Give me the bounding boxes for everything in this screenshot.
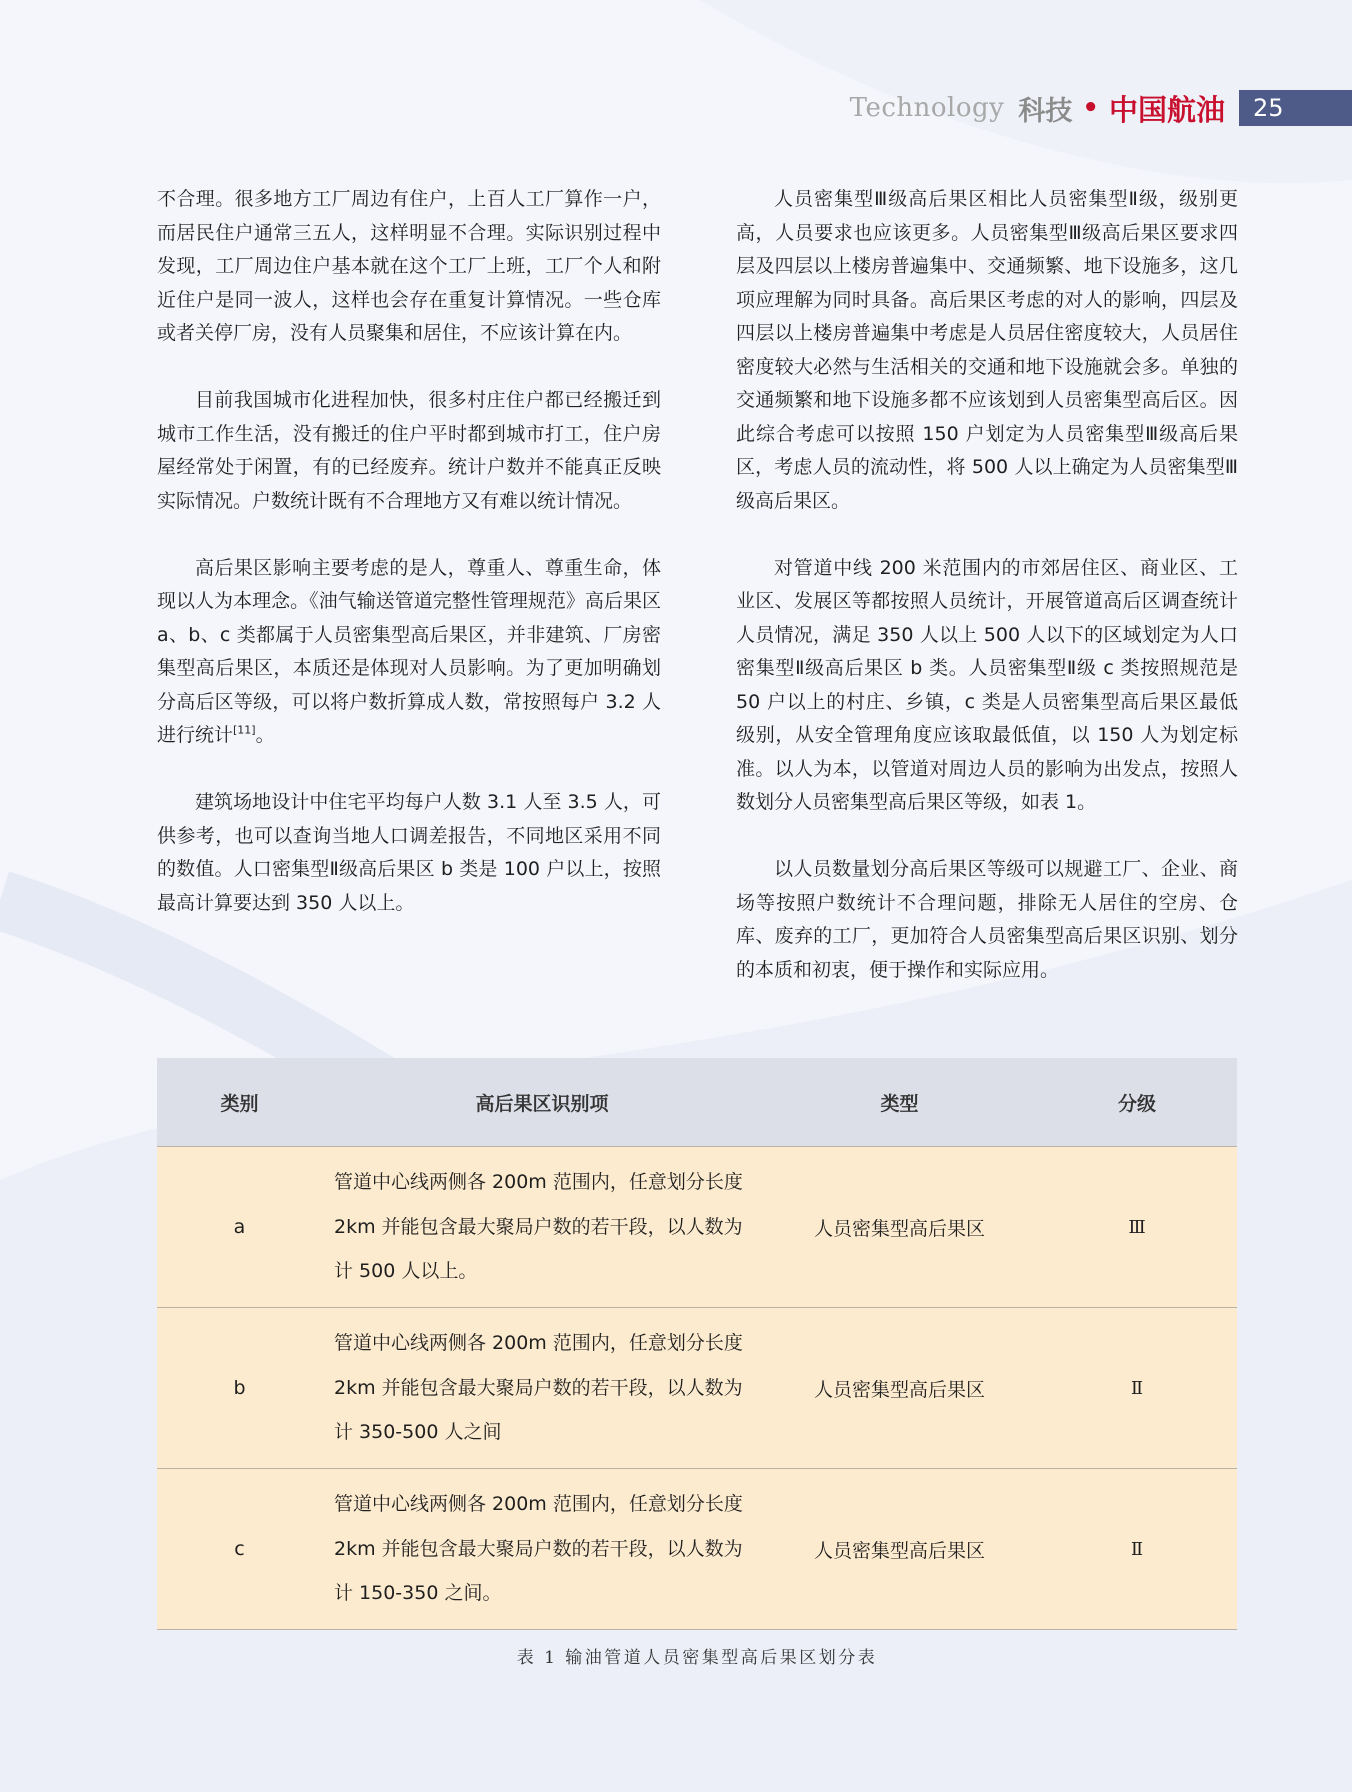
right-column [736,183,1238,987]
paragraph: 建筑场地设计中住宅平均每户人数 3.1 人至 3.5 人，可供参考，也可以查询当地人口调差报告，不同地区采用不同的数值。人口密集型Ⅱ级高后果区 b 类是 100 户以上，按照最高计算要达到 350 人以上。 [157,791,661,914]
criteria-line: 管道中心线两侧各 200m 范围内，任意划分长度 [334,1332,743,1355]
criteria-line: 2km 并能包含最大聚局户数的若干段，以人数为 [334,1376,743,1399]
header-dot: • [1082,93,1099,123]
cell-criteria [322,1482,762,1616]
cell-category: c [234,1538,245,1560]
left-column [157,183,661,920]
cell-criteria [322,1160,762,1294]
paragraph-text: 高后果区影响主要考虑的是人，尊重人、尊重生命，体现以人为本理念。《油气输送管道完整性管理规范》高后果区 a、b、c 类都属于人员密集型高后果区，并非建筑、厂房密集型高后果区，本质还是体现对人员影响。为了更加明确划分高后区等级，可以将户数折算成人数，常按照每户 3.2 人进行统计 [157,556,661,746]
header-grade: 分级 [1117,1092,1156,1115]
header-keji: 科技 [1018,95,1073,127]
table-row [157,1307,1237,1468]
page-header [850,90,1352,126]
cell-type: 人员密集型高后果区 [813,1217,985,1240]
criteria-line: 计 350-500 人之间 [334,1421,502,1444]
page-number: 25 [1239,90,1352,126]
paragraph [157,552,661,753]
header-brand: 中国航油 [1108,92,1225,127]
paragraph: 人员密集型Ⅲ级高后果区相比人员密集型Ⅱ级，级别更高，人员要求也应该更多。人员密集型Ⅲ级高后果区要求四层及四层以上楼房普遍集中、交通频繁、地下设施多，这几项应理解为同时具备。高后果区考虑的对人的影响，四层及四层以上楼房普遍集中考虑是人员居住密度较大，人员居住密度较大必然与生活相关的交通和地下设施就会多。单独的交通频繁和地下设施多都不应该划到人员密集型高后区。因此综合考虑可以按照 150 户划定为人员密集型Ⅲ级高后果区，考虑人员的流动性，将 500 人以上确定为人员密集型Ⅲ级高后果区。 [736,188,1238,512]
table-row [157,1146,1237,1307]
paragraph: 不合理。很多地方工厂周边有住户，上百人工厂算作一户，而居民住户通常三五人，这样明显不合理。实际识别过程中发现，工厂周边住户基本就在这个工厂上班，工厂个人和附近住户是同一波人，这样也会存在重复计算情况。一些仓库或者关停厂房，没有人员聚集和居住，不应该计算在内。 [157,188,661,344]
classification-table [157,1058,1237,1630]
paragraph: 目前我国城市化进程加快，很多村庄住户都已经搬迁到城市工作生活，没有搬迁的住户平时都到城市打工，住户房屋经常处于闲置，有的已经废弃。统计户数并不能真正反映实际情况。户数统计既有不合理地方又有难以统计情况。 [157,389,661,512]
table-caption: 表 1 输油管道人员密集型高后果区划分表 [516,1648,878,1668]
header-technology: Technology [849,93,1005,123]
cell-category: b [233,1377,246,1399]
criteria-line: 管道中心线两侧各 200m 范围内，任意划分长度 [334,1493,743,1516]
table-header [157,1058,1237,1146]
paragraph: 对管道中线 200 米范围内的市郊居住区、商业区、工业区、发展区等都按照人员统计，开展管道高后区调查统计人员情况，满足 350 人以上 500 人以下的区域划定为人口密集型Ⅱ级高后果区 b 类。人员密集型Ⅱ级 c 类按照规范是 50 户以上的村庄、乡镇，c 类是人员密集型高后果区最低级别，从安全管理角度应该取最低值，以 150 人为划定标准。以人为本，以管道对周边人员的影响为出发点，按照人数划分人员密集型高后果区等级，如表 1。 [736,556,1238,813]
criteria-line: 2km 并能包含最大聚局户数的若干段，以人数为 [334,1215,743,1238]
cell-grade: Ⅱ [1130,1377,1144,1399]
cell-type: 人员密集型高后果区 [813,1378,985,1401]
criteria-line: 计 150-350 之间。 [334,1582,502,1605]
cell-criteria [322,1321,762,1455]
paragraph-end: 。 [255,724,275,746]
criteria-line: 计 500 人以上。 [334,1260,478,1283]
cell-grade: Ⅲ [1128,1216,1146,1238]
cell-grade: Ⅱ [1130,1538,1144,1560]
cell-type: 人员密集型高后果区 [813,1539,985,1562]
cell-category: a [233,1216,246,1238]
paragraph: 以人员数量划分高后果区等级可以规避工厂、企业、商场等按照户数统计不合理问题，排除无人居住的空房、仓库、废弃的工厂，更加符合人员密集型高后果区识别、划分的本质和初衷，便于操作和实际应用。 [736,858,1238,981]
header-category: 类别 [220,1092,259,1115]
header-type: 类型 [880,1092,919,1115]
criteria-line: 2km 并能包含最大聚局户数的若干段，以人数为 [334,1537,743,1560]
citation: [11] [233,723,256,737]
criteria-line: 管道中心线两侧各 200m 范围内，任意划分长度 [334,1171,743,1194]
table-row [157,1468,1237,1630]
header-criteria: 高后果区识别项 [475,1092,609,1115]
